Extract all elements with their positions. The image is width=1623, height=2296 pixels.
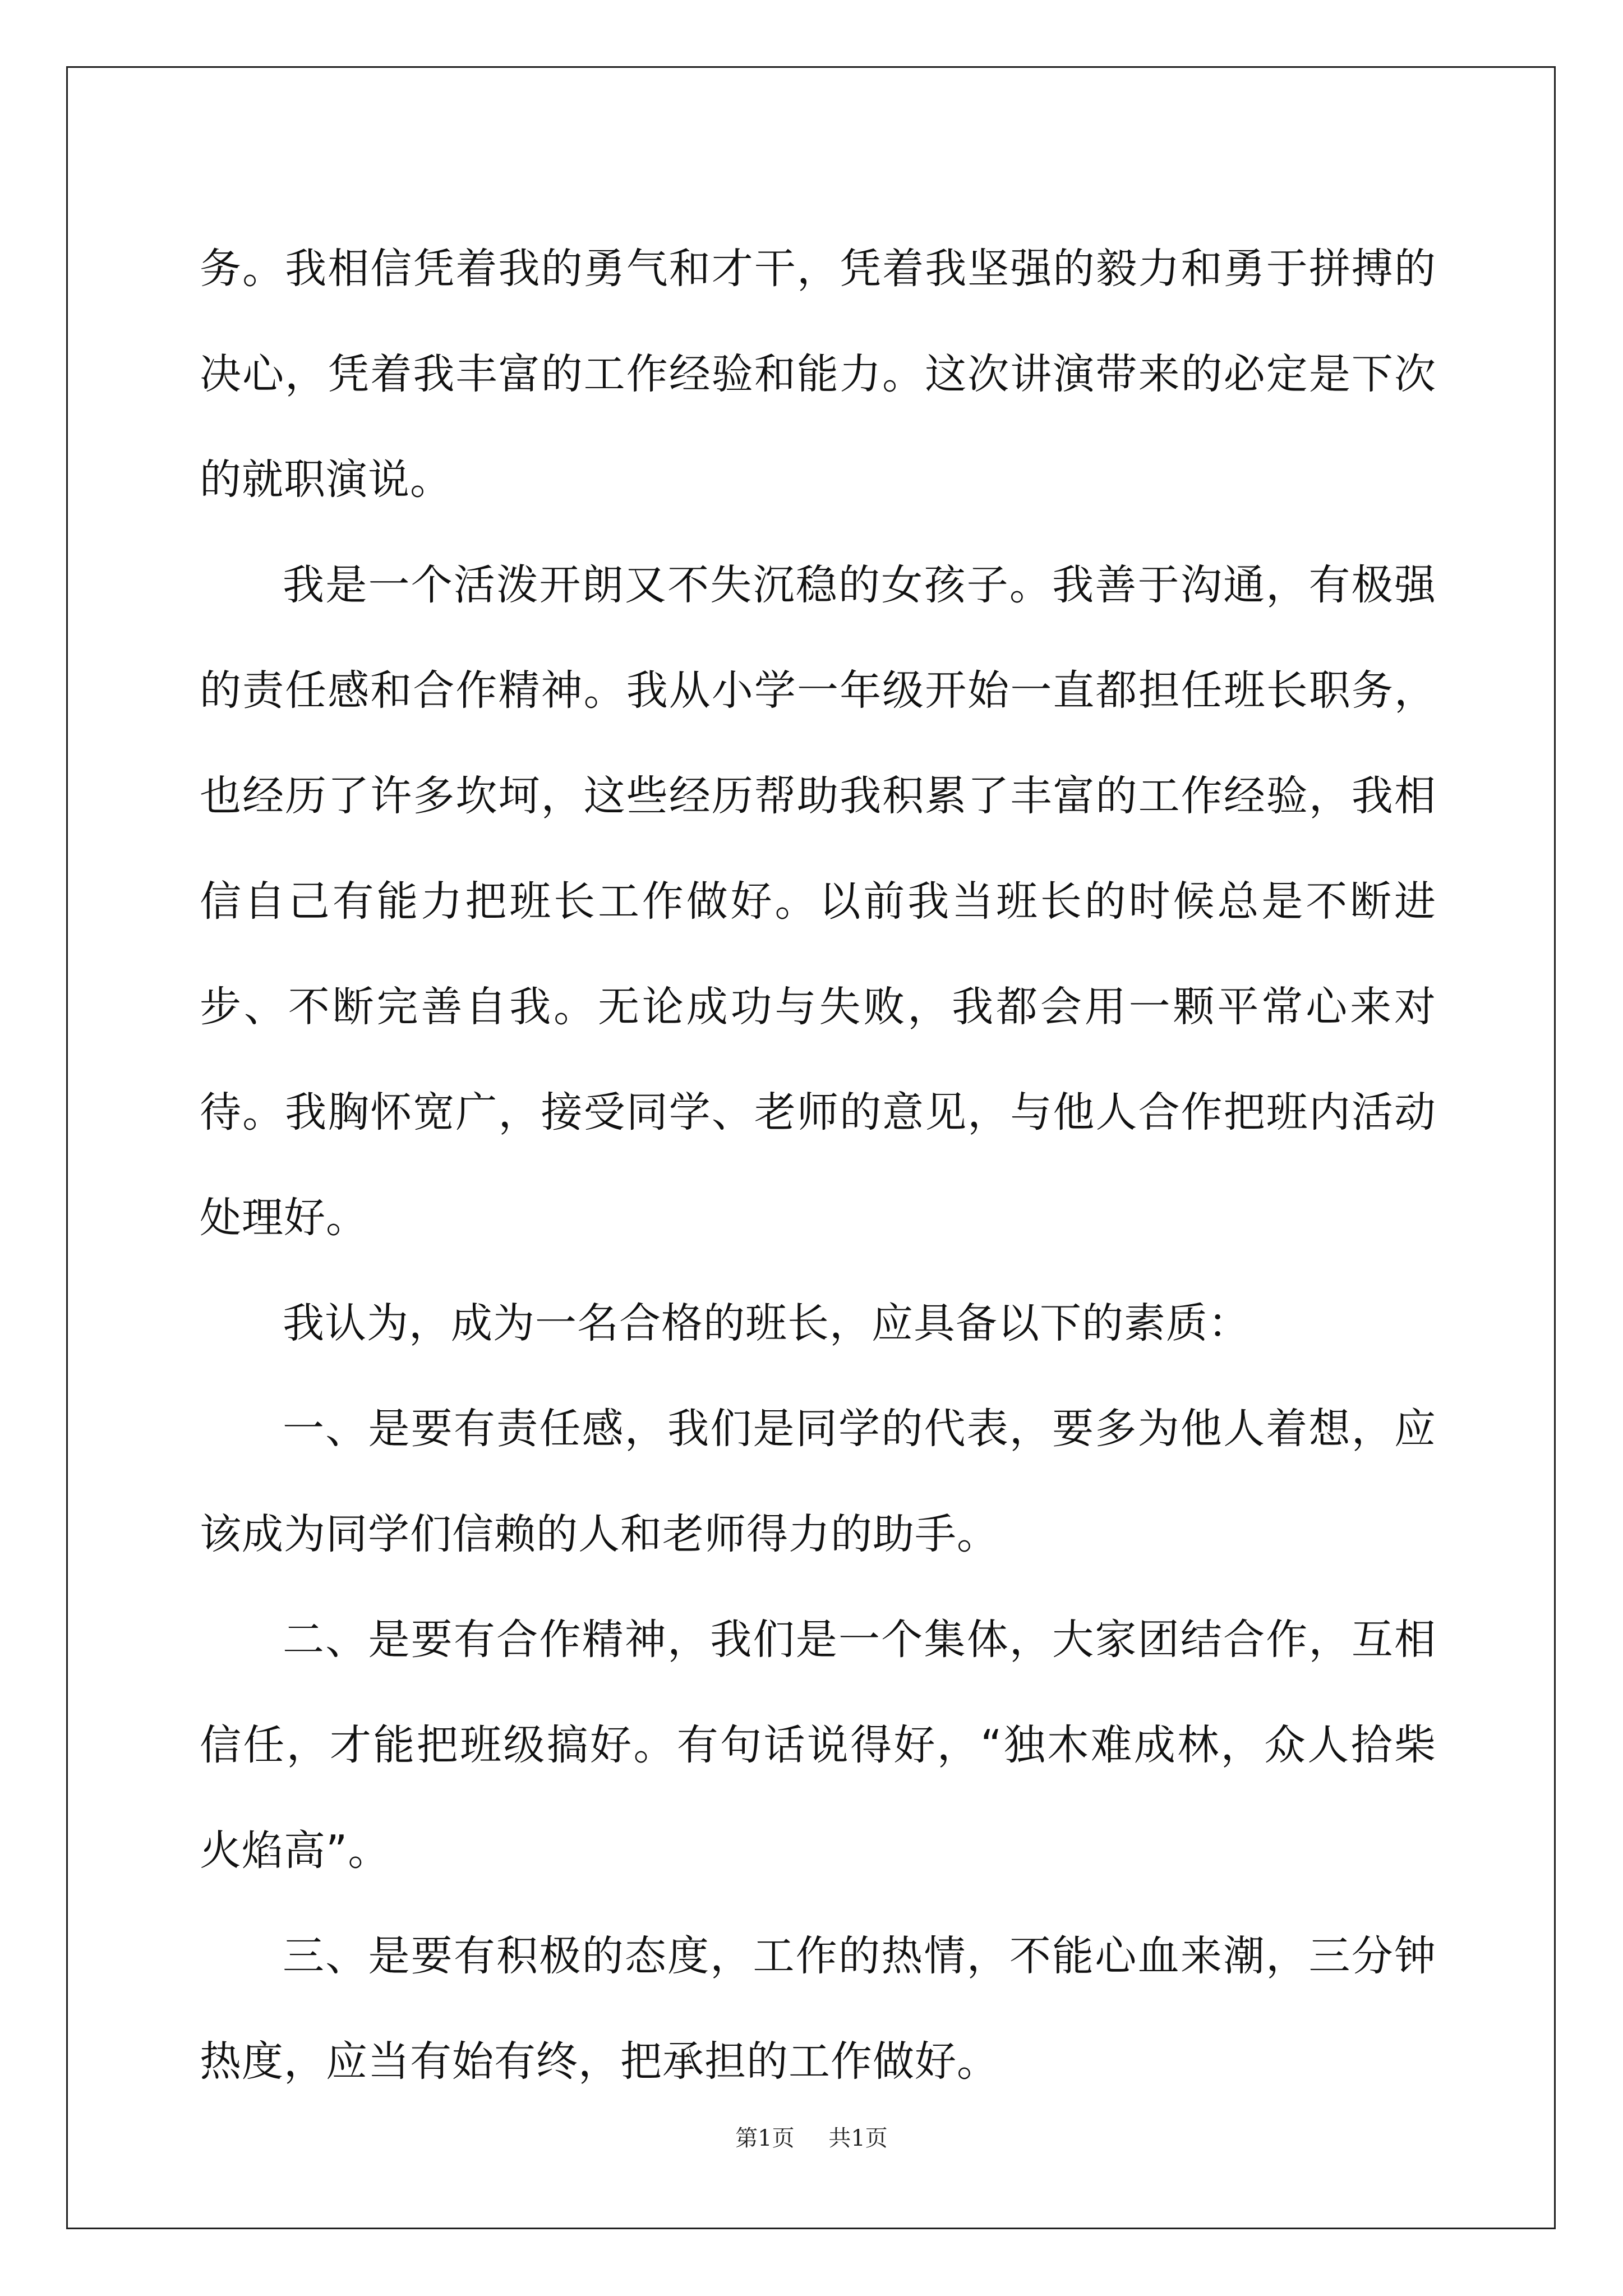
paragraph-6: 三、是要有积极的态度，工作的热情，不能心血来潮，三分钟热度，应当有始有终，把承担的工作做好。: [200, 1932, 1436, 2086]
page-total: 共1页: [828, 2125, 888, 2151]
paragraph-3: 我认为，成为一名合格的班长，应具备以下的素质：: [283, 1299, 1250, 1347]
paragraph-4: 一、是要有责任感，我们是同学的代表，要多为他人着想，应该成为同学们信赖的人和老师得力的助手。: [200, 1405, 1436, 1558]
page-number: 第1页: [735, 2125, 795, 2151]
document-body: [200, 216, 1436, 2114]
page-footer: [0, 2120, 1623, 2152]
paragraph-2: 我是一个活泼开朗又不失沉稳的女孩子。我善于沟通，有极强的责任感和合作精神。我从小学一年级开始一直都担任班长职务，也经历了许多坎坷，这些经历帮助我积累了丰富的工作经验，我相信自己有能力把班长工作做好。以前我当班长的时候总是不断进步、不断完善自我。无论成功与失败，我都会用一颗平常心来对待。我胸怀宽广，接受同学、老师的意见，与他人合作把班内活动处理好。: [200, 561, 1436, 1242]
paragraph-5: 二、是要有合作精神，我们是一个集体，大家团结合作，互相信任，才能把班级搞好。有句话说得好，“独木难成林，众人拾柴火焰高”。: [200, 1616, 1436, 1875]
paragraph-1: 务。我相信凭着我的勇气和才干，凭着我坚强的毅力和勇于拼搏的决心，凭着我丰富的工作经验和能力。这次讲演带来的必定是下次的就职演说。: [200, 245, 1436, 504]
